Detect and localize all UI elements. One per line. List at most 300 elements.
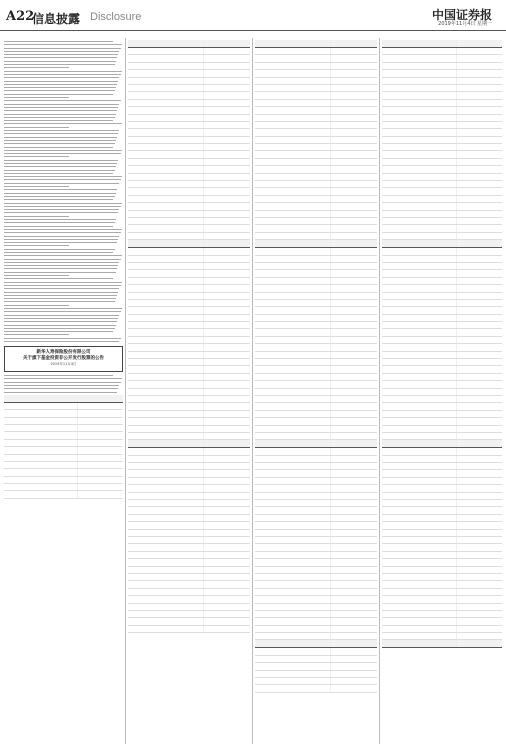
table-row xyxy=(255,522,377,529)
table-row xyxy=(255,588,377,595)
text-line xyxy=(4,382,121,383)
table-row xyxy=(255,618,377,625)
table-row xyxy=(128,544,250,551)
table-row xyxy=(128,351,250,358)
table-row xyxy=(255,663,377,670)
table-row xyxy=(382,403,502,410)
table-row xyxy=(255,314,377,321)
table-row xyxy=(382,292,502,299)
table-row xyxy=(255,514,377,521)
table-row xyxy=(4,439,123,446)
table-row xyxy=(382,373,502,380)
text-line xyxy=(4,156,69,157)
table-row xyxy=(255,277,377,284)
table-row xyxy=(128,344,250,351)
table-row xyxy=(4,395,123,403)
table-row xyxy=(255,225,377,232)
table-row xyxy=(128,255,250,262)
table-row xyxy=(128,173,250,180)
table-row xyxy=(128,248,250,255)
text-line xyxy=(4,140,116,141)
table-row xyxy=(255,210,377,217)
notice-box xyxy=(4,346,123,372)
table-row xyxy=(255,48,377,55)
table-row xyxy=(128,455,250,462)
table-row xyxy=(255,70,377,77)
table-row xyxy=(4,476,123,483)
table-row xyxy=(128,529,250,536)
text-line xyxy=(4,41,113,42)
text-line xyxy=(4,338,121,339)
table-row xyxy=(255,240,377,248)
table-row xyxy=(382,388,502,395)
table-row xyxy=(382,240,502,248)
text-line xyxy=(4,298,116,299)
table-row xyxy=(255,403,377,410)
text-line xyxy=(4,51,119,52)
table-row xyxy=(255,678,377,685)
financial-table xyxy=(4,395,123,499)
text-line xyxy=(4,321,117,322)
table-row xyxy=(382,381,502,388)
table-row xyxy=(255,507,377,514)
table-row xyxy=(128,492,250,499)
text-line xyxy=(4,334,69,335)
table-row xyxy=(128,277,250,284)
table-row xyxy=(128,158,250,165)
table-row xyxy=(4,402,123,409)
table-row xyxy=(255,336,377,343)
table-row xyxy=(128,470,250,477)
table-row xyxy=(382,181,502,188)
text-line xyxy=(4,94,113,95)
text-line xyxy=(4,239,118,240)
text-line xyxy=(4,388,118,389)
table-row xyxy=(128,522,250,529)
text-line xyxy=(4,242,117,243)
table-row xyxy=(128,322,250,329)
table-row xyxy=(128,84,250,91)
table-row xyxy=(128,559,250,566)
table-row xyxy=(382,77,502,84)
table-row xyxy=(128,188,250,195)
table-row xyxy=(255,537,377,544)
table-row xyxy=(255,418,377,425)
table-row xyxy=(382,336,502,343)
table-row xyxy=(4,454,123,461)
table-row xyxy=(255,351,377,358)
text-line xyxy=(4,57,117,58)
text-line xyxy=(4,265,118,266)
table-row xyxy=(255,463,377,470)
text-line xyxy=(4,90,115,91)
table-row xyxy=(382,529,502,536)
section-title-english: Disclosure xyxy=(90,11,142,23)
text-line xyxy=(4,203,122,204)
table-row xyxy=(382,477,502,484)
text-line xyxy=(4,120,113,121)
table-row xyxy=(382,255,502,262)
table-row xyxy=(255,121,377,128)
issue-date: 2019年11月4日 星期一 xyxy=(438,21,492,27)
table-row xyxy=(255,62,377,69)
text-line xyxy=(4,282,122,283)
text-line xyxy=(4,67,69,68)
text-line xyxy=(4,160,118,161)
table-row xyxy=(255,40,377,48)
text-line xyxy=(4,81,118,82)
table-row xyxy=(255,566,377,573)
table-row xyxy=(382,158,502,165)
text-line xyxy=(4,107,118,108)
table-row xyxy=(382,195,502,202)
table-row xyxy=(128,388,250,395)
table-row xyxy=(382,48,502,55)
table-row xyxy=(255,144,377,151)
table-row xyxy=(4,491,123,498)
table-row xyxy=(255,181,377,188)
table-row xyxy=(255,596,377,603)
text-line xyxy=(4,236,119,237)
table-row xyxy=(128,144,250,151)
table-row xyxy=(382,210,502,217)
column-divider xyxy=(252,38,253,744)
table-row xyxy=(255,92,377,99)
text-line xyxy=(4,186,69,187)
table-row xyxy=(382,551,502,558)
table-row xyxy=(128,62,250,69)
table-row xyxy=(382,344,502,351)
table-row xyxy=(128,395,250,402)
table-row xyxy=(128,463,250,470)
page-content xyxy=(4,38,502,744)
table-row xyxy=(255,410,377,417)
table-row xyxy=(382,55,502,62)
table-row xyxy=(128,485,250,492)
table-row xyxy=(255,217,377,224)
table-row xyxy=(128,418,250,425)
text-line xyxy=(4,308,122,309)
text-line xyxy=(4,206,121,207)
table-row xyxy=(382,173,502,180)
table-row xyxy=(128,299,250,306)
table-row xyxy=(255,492,377,499)
text-line xyxy=(4,222,115,223)
table-row xyxy=(255,633,377,640)
table-row xyxy=(255,55,377,62)
table-row xyxy=(382,455,502,462)
table-row xyxy=(128,477,250,484)
table-row xyxy=(128,195,250,202)
text-line xyxy=(4,71,122,72)
text-line xyxy=(4,173,113,174)
table-row xyxy=(255,500,377,507)
text-line xyxy=(4,295,117,296)
table-row xyxy=(128,285,250,292)
table-row xyxy=(382,492,502,499)
table-row xyxy=(382,432,502,439)
table-row xyxy=(382,285,502,292)
table-row xyxy=(382,522,502,529)
table-row xyxy=(128,55,250,62)
table-row xyxy=(382,633,502,640)
table-row xyxy=(4,410,123,417)
notice-date: 2019年11月4日 xyxy=(50,362,77,367)
financial-table xyxy=(255,40,377,693)
table-row xyxy=(255,99,377,106)
table-row xyxy=(255,470,377,477)
table-row xyxy=(382,596,502,603)
table-row xyxy=(382,440,502,448)
table-row xyxy=(255,173,377,180)
table-row xyxy=(255,477,377,484)
table-row xyxy=(382,448,502,455)
table-row xyxy=(128,329,250,336)
table-row xyxy=(4,461,123,468)
table-row xyxy=(128,551,250,558)
table-row xyxy=(382,277,502,284)
column-divider xyxy=(125,38,126,744)
table-row xyxy=(128,588,250,595)
table-row xyxy=(382,107,502,114)
table-row xyxy=(128,410,250,417)
table-row xyxy=(255,448,377,455)
table-row xyxy=(255,188,377,195)
table-row xyxy=(128,381,250,388)
table-row xyxy=(128,566,250,573)
table-row xyxy=(382,470,502,477)
table-row xyxy=(382,322,502,329)
table-row xyxy=(4,469,123,476)
financial-table xyxy=(128,40,250,633)
table-row xyxy=(128,366,250,373)
text-line xyxy=(4,179,121,180)
table-row xyxy=(382,151,502,158)
table-row xyxy=(255,544,377,551)
text-line xyxy=(4,219,116,220)
table-row xyxy=(255,307,377,314)
table-row xyxy=(382,70,502,77)
table-row xyxy=(382,544,502,551)
body-text xyxy=(4,41,123,342)
table-row xyxy=(128,618,250,625)
text-line xyxy=(4,249,115,250)
table-row xyxy=(255,136,377,143)
page-number: A22 xyxy=(6,9,35,24)
page-header xyxy=(0,0,506,31)
table-row xyxy=(382,603,502,610)
table-row xyxy=(255,670,377,677)
text-line xyxy=(4,87,116,88)
text-line xyxy=(4,318,118,319)
table-row xyxy=(255,285,377,292)
table-row xyxy=(382,314,502,321)
text-line xyxy=(4,137,117,138)
table-row xyxy=(128,625,250,632)
table-row xyxy=(255,232,377,239)
text-line xyxy=(4,285,121,286)
table-row xyxy=(128,217,250,224)
table-row xyxy=(382,299,502,306)
table-row xyxy=(255,440,377,448)
text-line xyxy=(4,328,115,329)
table-row xyxy=(128,500,250,507)
table-row xyxy=(255,425,377,432)
table-row xyxy=(255,648,377,655)
body-text-lower xyxy=(4,375,123,392)
table-row xyxy=(382,99,502,106)
table-row xyxy=(128,373,250,380)
financial-table xyxy=(382,40,502,648)
text-line xyxy=(4,209,119,210)
text-line xyxy=(4,189,117,190)
table-row xyxy=(128,537,250,544)
table-row xyxy=(382,418,502,425)
table-row xyxy=(4,447,123,454)
table-row xyxy=(128,181,250,188)
table-row xyxy=(128,70,250,77)
table-row xyxy=(255,299,377,306)
table-row xyxy=(4,424,123,431)
table-row xyxy=(255,151,377,158)
table-row xyxy=(382,84,502,91)
table-row xyxy=(128,129,250,136)
text-line xyxy=(4,147,113,148)
table-row xyxy=(382,537,502,544)
table-row xyxy=(382,410,502,417)
table-row xyxy=(128,210,250,217)
table-row xyxy=(255,255,377,262)
table-row xyxy=(382,640,502,648)
text-line xyxy=(4,84,117,85)
text-line xyxy=(4,133,118,134)
table-row xyxy=(128,573,250,580)
text-line xyxy=(4,123,122,124)
table-row xyxy=(128,603,250,610)
text-line xyxy=(4,259,121,260)
text-line xyxy=(4,262,119,263)
table-row xyxy=(255,292,377,299)
text-line xyxy=(4,305,69,306)
text-line xyxy=(4,117,115,118)
text-line xyxy=(4,232,121,233)
table-row xyxy=(128,121,250,128)
text-line xyxy=(4,150,122,151)
text-line xyxy=(4,301,115,302)
table-row xyxy=(382,351,502,358)
table-row xyxy=(128,262,250,269)
table-row xyxy=(255,581,377,588)
table-row xyxy=(382,618,502,625)
text-line xyxy=(4,245,69,246)
text-line xyxy=(4,226,113,227)
table-row xyxy=(255,625,377,632)
column-2 xyxy=(128,38,250,744)
text-line xyxy=(4,212,118,213)
table-row xyxy=(382,136,502,143)
table-row xyxy=(128,514,250,521)
text-line xyxy=(4,170,115,171)
text-line xyxy=(4,77,119,78)
text-line xyxy=(4,48,121,49)
table-row xyxy=(382,188,502,195)
table-row xyxy=(382,359,502,366)
table-row xyxy=(128,432,250,439)
table-row xyxy=(128,336,250,343)
table-row xyxy=(255,107,377,114)
text-line xyxy=(4,331,113,332)
table-row xyxy=(128,99,250,106)
text-line xyxy=(4,166,116,167)
table-row xyxy=(382,121,502,128)
text-line xyxy=(4,216,69,217)
table-row xyxy=(255,129,377,136)
table-row xyxy=(255,610,377,617)
table-row xyxy=(255,262,377,269)
text-line xyxy=(4,325,116,326)
text-line xyxy=(4,153,121,154)
table-row xyxy=(255,395,377,402)
text-line xyxy=(4,64,115,65)
table-row xyxy=(382,232,502,239)
text-line xyxy=(4,127,69,128)
table-row xyxy=(382,307,502,314)
table-row xyxy=(128,136,250,143)
table-row xyxy=(128,314,250,321)
text-line xyxy=(4,110,117,111)
table-row xyxy=(382,500,502,507)
table-row xyxy=(382,92,502,99)
column-3 xyxy=(255,38,377,744)
text-line xyxy=(4,193,116,194)
table-row xyxy=(255,84,377,91)
table-row xyxy=(382,166,502,173)
table-row xyxy=(382,573,502,580)
table-row xyxy=(4,484,123,491)
table-row xyxy=(382,463,502,470)
table-row xyxy=(255,373,377,380)
table-row xyxy=(382,559,502,566)
table-row xyxy=(255,551,377,558)
text-line xyxy=(4,143,115,144)
table-row xyxy=(382,225,502,232)
table-row xyxy=(255,559,377,566)
table-row xyxy=(255,203,377,210)
text-line xyxy=(4,54,118,55)
table-row xyxy=(255,322,377,329)
table-row xyxy=(382,366,502,373)
table-row xyxy=(128,48,250,55)
text-line xyxy=(4,272,116,273)
text-line xyxy=(4,44,122,45)
table-row xyxy=(128,359,250,366)
table-row xyxy=(128,270,250,277)
text-line xyxy=(4,183,119,184)
text-line xyxy=(4,341,119,342)
table-row xyxy=(382,114,502,121)
table-row xyxy=(382,395,502,402)
table-row xyxy=(382,248,502,255)
table-row xyxy=(128,292,250,299)
table-row xyxy=(382,129,502,136)
table-row xyxy=(128,92,250,99)
table-row xyxy=(255,573,377,580)
text-line xyxy=(4,255,122,256)
table-row xyxy=(382,203,502,210)
table-row xyxy=(255,270,377,277)
table-row xyxy=(128,307,250,314)
text-line xyxy=(4,392,117,393)
